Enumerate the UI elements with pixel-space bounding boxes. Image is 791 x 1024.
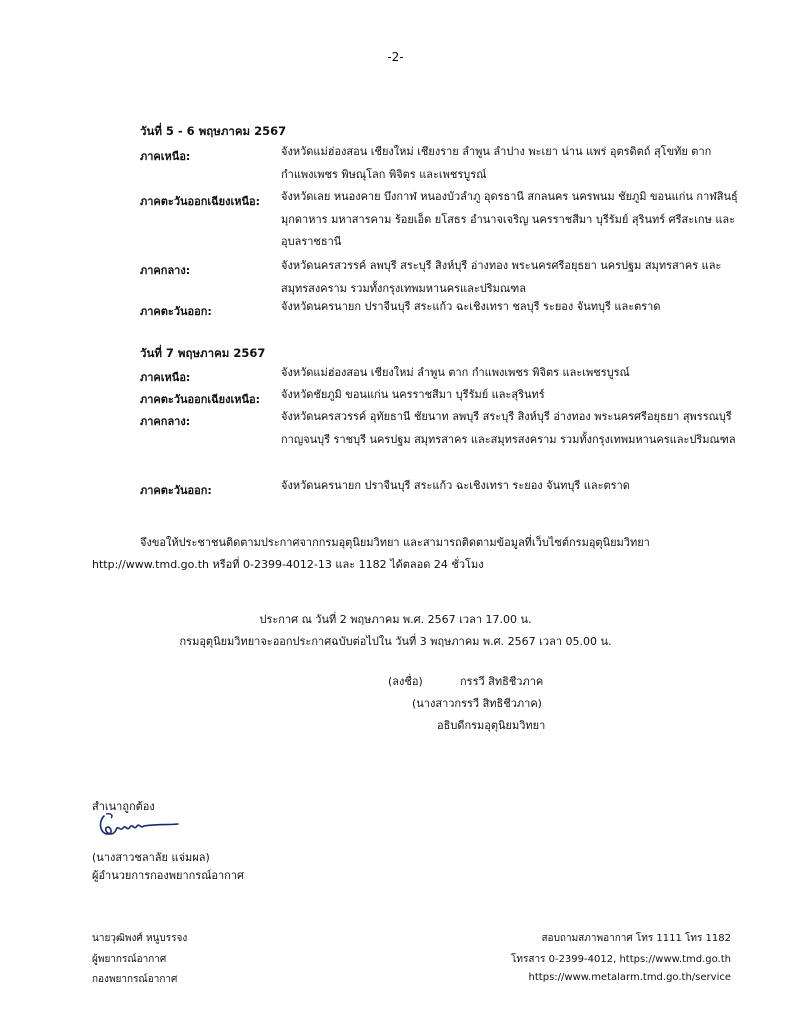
announce-line-1: ประกาศ ณ วันที่ 2 พฤษภาคม พ.ศ. 2567 เวลา 17.00 น. (259, 613, 532, 626)
section1-northeast-label: ภาคตะวันออกเฉียงเหนือ: (140, 195, 261, 208)
section1-central-text: จังหวัดนครสวรรค์ ลพบุรี สระบุรี สิงห์บุรี อ่างทอง พระนครศรีอยุธยา นครปฐม สมุทรสาคร และสมุทรสงคราม รวมทั้งกรุงเทพมหานครและปริมณฑล (281, 259, 722, 295)
notice-paragraph (92, 532, 732, 576)
section2-east-text: จังหวัดนครนายก ปราจีนบุรี สระแก้ว ฉะเชิงเทรา ระยอง จันทบุรี และตราด (281, 479, 630, 492)
footer-left-line-1: นายวุฒิพงศ์ หนูบรรจง (92, 933, 188, 944)
section1-east-label: ภาคตะวันออก: (140, 305, 212, 318)
section2-northeast-label: ภาคตะวันออกเฉียงเหนือ: (140, 393, 261, 406)
notice-paragraph-text: จึงขอให้ประชาชนติดตามประกาศจากกรมอุตุนิยมวิทยา และสามารถติดตามข้อมูลที่เว็บไซต์กรมอุตุนิยมวิทยา http://www.tmd.go.th หรือที่ 0-2399-4012-13 และ 1182 ได้ตลอด 24 ชั่วโมง (92, 536, 650, 571)
announce-line-2: กรมอุตุนิยมวิทยาจะออกประกาศฉบับต่อไปใน วันที่ 3 พฤษภาคม พ.ศ. 2567 เวลา 05.00 น. (179, 635, 612, 648)
section2-central-label: ภาคกลาง: (140, 415, 191, 428)
footer-right-line-2: โทรสาร 0-2399-4012, https://www.tmd.go.th (511, 954, 731, 965)
footer-right-line-3: https://www.metalarm.tmd.go.th/service (528, 972, 731, 983)
handwritten-signature (96, 812, 180, 842)
footer-right-line-1: สอบถามสภาพอากาศ โทร 1111 โทร 1182 (541, 933, 731, 944)
section1-east-text: จังหวัดนครนายก ปราจีนบุรี สระแก้ว ฉะเชิงเทรา ชลบุรี ระยอง จันทบุรี และตราด (281, 300, 661, 313)
page-number: -2- (387, 50, 404, 64)
section1-northeast-text: จังหวัดเลย หนองคาย บึงกาฬ หนองบัวลำภู อุดรธานี สกลนคร นครพนม ชัยภูมิ ขอนแก่น กาฬสินธุ์ มุกดาหาร มหาสารคาม ร้อยเอ็ด ยโสธร อำนาจเจริญ นครราชสีมา บุรีรัมย์ สุรินทร์ ศรีสะเกษ และอุบลราชธานี (281, 190, 738, 248)
certifier-name: (นางสาวชลาลัย แจ่มผล) (92, 851, 210, 864)
section2-north-label: ภาคเหนือ: (140, 371, 191, 384)
section2-date: วันที่ 7 พฤษภาคม 2567 (140, 346, 266, 360)
signed-name: กรรวี สิทธิชีวภาค (460, 675, 544, 688)
section1-central-label: ภาคกลาง: (140, 264, 191, 277)
signatory-full-name: (นางสาวกรรวี สิทธิชีวภาค) (412, 697, 542, 710)
section2-northeast-text: จังหวัดชัยภูมิ ขอนแก่น นครราชสีมา บุรีรัมย์ และสุรินทร์ (281, 388, 545, 401)
section1-north-label: ภาคเหนือ: (140, 150, 191, 163)
section1-date: วันที่ 5 - 6 พฤษภาคม 2567 (140, 124, 287, 138)
signatory-position: อธิบดีกรมอุตุนิยมวิทยา (437, 719, 546, 732)
section1-north-text: จังหวัดแม่ฮ่องสอน เชียงใหม่ เชียงราย ลำพูน ลำปาง พะเยา น่าน แพร่ อุตรดิตถ์ สุโขทัย ตาก กำแพงเพชร พิษณุโลก พิจิตร และเพชรบูรณ์ (281, 145, 712, 181)
section2-east-label: ภาคตะวันออก: (140, 484, 212, 497)
signed-label: (ลงชื่อ) (388, 675, 423, 688)
section2-north-text: จังหวัดแม่ฮ่องสอน เชียงใหม่ ลำพูน ตาก กำแพงเพชร พิจิตร และเพชรบูรณ์ (281, 366, 630, 379)
certified-label: สำเนาถูกต้อง (92, 800, 155, 813)
footer-left-line-2: ผู้พยากรณ์อากาศ (92, 954, 167, 965)
footer-left-line-3: กองพยากรณ์อากาศ (92, 974, 178, 985)
section2-central-text: จังหวัดนครสวรรค์ อุทัยธานี ชัยนาท ลพบุรี สระบุรี สิงห์บุรี อ่างทอง พระนครศรีอยุธยา สุพรรณบุรี กาญจนบุรี ราชบุรี นครปฐม สมุทรสาคร และสมุทรสงคราม รวมทั้งกรุงเทพมหานครและปริมณฑล (281, 410, 736, 446)
certifier-position: ผู้อำนวยการกองพยากรณ์อากาศ (92, 869, 245, 882)
